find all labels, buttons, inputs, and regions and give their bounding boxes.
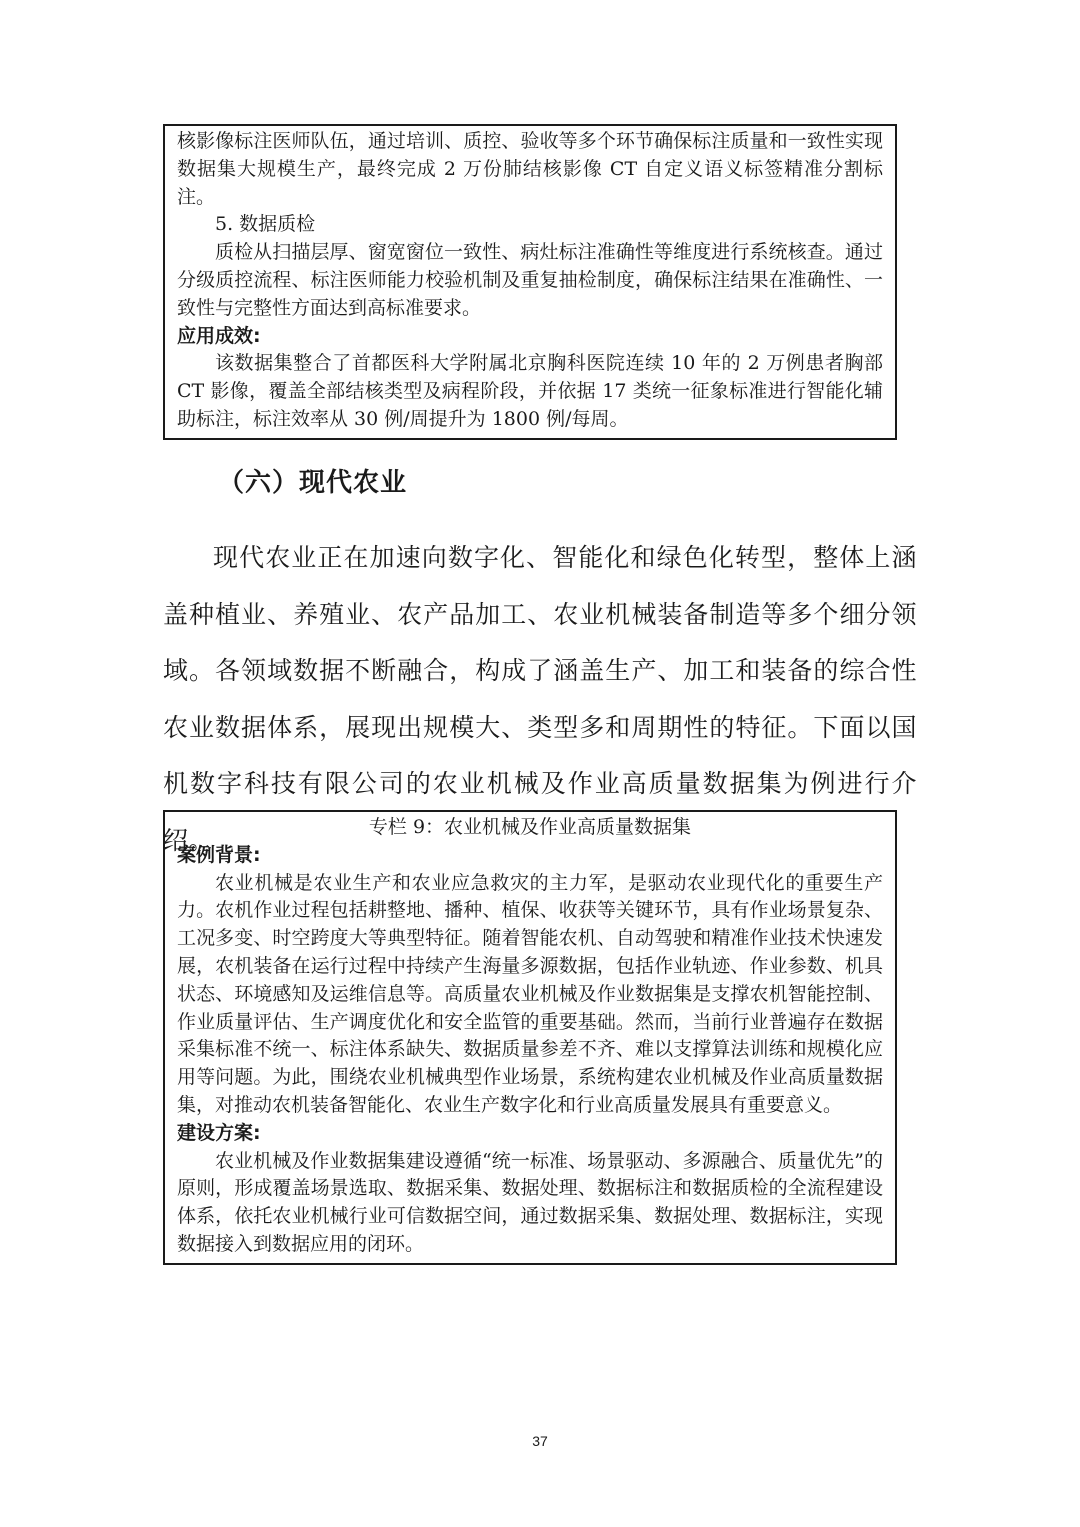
box1-step5-text: 质检从扫描层厚、窗宽窗位一致性、病灶标注准确性等维度进行系统核查。通过分级质控流程、标注医师能力校验机制及重复抽检制度，确保标注结果在准确性、一致性与完整性方面达到高标准要求。 — [177, 241, 883, 319]
page-number: 37 — [532, 1433, 548, 1449]
box2-caption: 专栏 9：农业机械及作业高质量数据集 — [368, 816, 692, 838]
box1-effect-text: 该数据集整合了首都医科大学附属北京胸科医院连续 10 年的 2 万例患者胸部 CT 影像，覆盖全部结核类型及病程阶段，并依据 17 类统一征象标准进行智能化辅助标注，标注效率从 30 例/周提升为 1800 例/每周。 — [177, 352, 883, 430]
box1-paragraph-top: 核影像标注医师队伍，通过培训、质控、验收等多个环节确保标注质量和一致性实现数据集大规模生产，最终完成 2 万份肺结核影像 CT 自定义语义标签精准分割标注。 — [177, 130, 883, 208]
box2-plan-label: 建设方案: — [177, 1121, 261, 1144]
section-body: 现代农业正在加速向数字化、智能化和绿色化转型，整体上涵盖种植业、养殖业、农产品加工、农业机械装备制造等多个细分领域。各领域数据不断融合，构成了涵盖生产、加工和装备的综合性农业数据体系，展现出规模大、类型多和周期性的特征。下面以国机数字科技有限公司的农业机械及作业高质量数据集为例进行介绍。 — [163, 543, 917, 855]
section-heading: （六）现代农业 — [218, 468, 408, 498]
box2-background-label: 案例背景: — [177, 843, 261, 866]
box1-step5-title: 5. 数据质检 — [215, 213, 316, 236]
box1-effect-label: 应用成效: — [177, 324, 261, 347]
case-box-continued — [163, 124, 897, 440]
case-box-column-9 — [163, 810, 897, 1265]
box2-plan-text: 农业机械及作业数据集建设遵循“统一标准、场景驱动、多源融合、质量优先”的原则，形成覆盖场景选取、数据采集、数据处理、数据标注和数据质检的全流程建设体系，依托农业机械行业可信数据空间，通过数据采集、数据处理、数据标注，实现数据接入到数据应用的闭环。 — [177, 1149, 883, 1255]
box2-background-text: 农业机械是农业生产和农业应急救灾的主力军，是驱动农业现代化的重要生产力。农机作业过程包括耕整地、播种、植保、收获等关键环节，具有作业场景复杂、工况多变、时空跨度大等典型特征。随着智能农机、自动驾驶和精准作业技术快速发展，农机装备在运行过程中持续产生海量多源数据，包括作业轨迹、作业参数、机具状态、环境感知及运维信息等。高质量农业机械及作业数据集是支撑农机智能控制、作业质量评估、生产调度优化和安全监管的重要基础。然而，当前行业普遍存在数据采集标准不统一、标注体系缺失、数据质量参差不齐、难以支撑算法训练和规模化应用等问题。为此，围绕农业机械典型作业场景，系统构建农业机械及作业高质量数据集，对推动农机装备智能化、农业生产数字化和行业高质量发展具有重要意义。 — [177, 871, 883, 1116]
